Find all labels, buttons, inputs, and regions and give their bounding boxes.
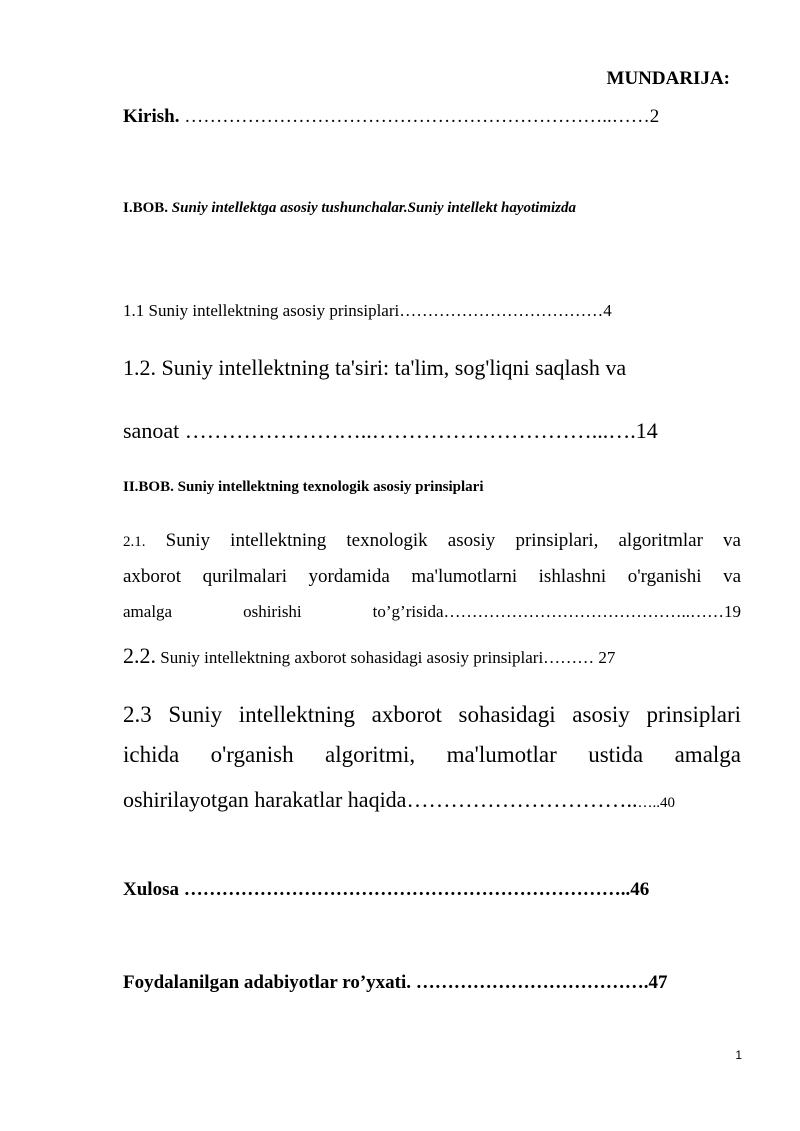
section-page: …..40 — [637, 795, 675, 811]
toc-entry-leader: …………………………………………………………..……2 — [179, 106, 660, 127]
toc-section-2-1-line3: amalga oshirishi to’g’risida……………………………………..……19 — [123, 602, 741, 621]
section-text: Suniy intellektning axborot sohasidagi asosiy prinsiplari……… 27 — [156, 648, 616, 667]
toc-entry-xulosa: Xulosa ……………………………………………………………..46 — [123, 879, 650, 900]
page-number: 1 — [735, 1048, 742, 1062]
page-title: MUNDARIJA: — [606, 68, 730, 89]
toc-section-2-3-line3 — [123, 787, 675, 813]
toc-chapter-2: II.BOB. Suniy intellektning texnologik asosiy prinsiplari — [123, 479, 484, 495]
toc-entry-adabiyotlar: Foydalanilgan adabiyotlar ro’yxati. ……………………………….47 — [123, 972, 668, 993]
toc-entry-kirish — [123, 106, 659, 128]
toc-section-1-2-line2: sanoat ……………………..…………………………...….14 — [123, 418, 658, 443]
section-text: oshirilayotgan harakatlar haqida………………………….. — [123, 787, 638, 812]
section-number: 2.2. — [123, 643, 156, 668]
chapter-title: Suniy intellektga asosiy tushunchalar.Suniy intellekt hayotimizda — [168, 200, 577, 216]
toc-section-2-3-line1: 2.3 Suniy intellektning axborot sohasidagi asosiy prinsiplari — [123, 702, 741, 727]
toc-chapter-1 — [123, 200, 576, 217]
section-number: 2.1. — [123, 534, 146, 550]
toc-section-2-1-line1 — [123, 530, 741, 552]
toc-entry-label: Kirish. — [123, 106, 180, 127]
chapter-prefix: I.BOB. — [123, 200, 169, 216]
toc-section-2-3-line2: ichida o'rganish algoritmi, ma'lumotlar ustida amalga — [123, 742, 741, 767]
section-text: Suniy intellektning texnologik asosiy prinsiplari, algoritmlar va — [145, 530, 741, 551]
toc-section-2-2 — [123, 643, 615, 669]
toc-section-2-1-line2: axborot qurilmalari yordamida ma'lumotlarni ishlashni o'rganishi va — [123, 566, 741, 587]
toc-section-1-2-line1: 1.2. Suniy intellektning ta'siri: ta'lim, sog'liqni saqlash va — [123, 355, 627, 380]
toc-section-1-1: 1.1 Suniy intellektning asosiy prinsiplari………………………………4 — [123, 301, 612, 320]
